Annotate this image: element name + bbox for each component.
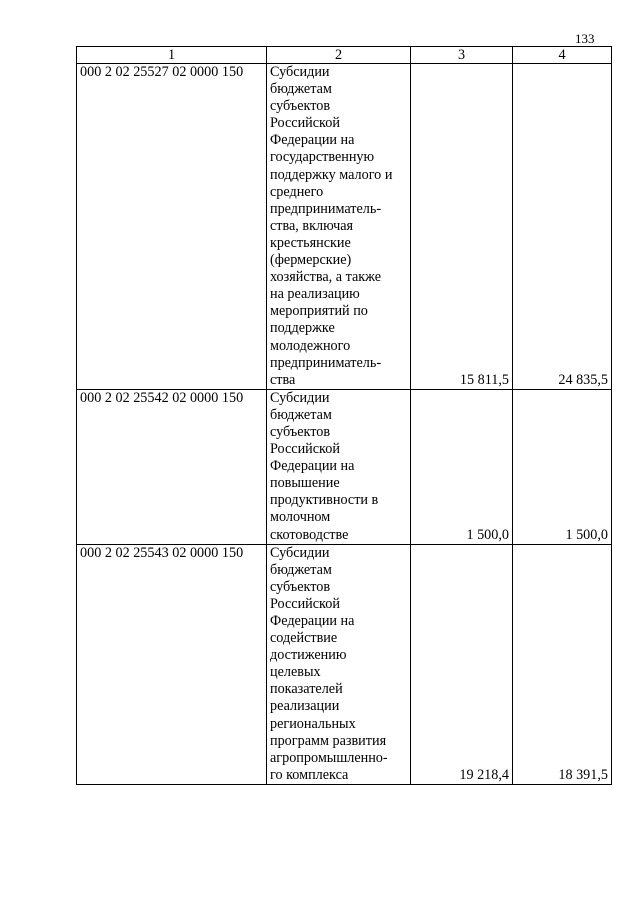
amount-col3-cell: 15 811,5 bbox=[411, 64, 513, 390]
column-header-3: 3 bbox=[411, 47, 513, 64]
description-line: программ развития bbox=[270, 732, 387, 749]
description-line: Российской bbox=[270, 595, 340, 612]
description-line: Субсидии bbox=[270, 64, 330, 80]
description-line: субъектов bbox=[270, 423, 331, 440]
description-line: Федерации на bbox=[270, 132, 355, 149]
description-line: предприниматель- bbox=[270, 354, 382, 371]
description-line: бюджетам bbox=[270, 81, 332, 98]
description-line: (фермерские) bbox=[270, 252, 352, 269]
table-row bbox=[77, 64, 612, 390]
amount-col3-cell: 1 500,0 bbox=[411, 389, 513, 544]
column-header-4: 4 bbox=[513, 47, 612, 64]
description-line: молодежного bbox=[270, 337, 351, 354]
budget-code-cell: 000 2 02 25542 02 0000 150 bbox=[77, 389, 267, 544]
description-cell bbox=[267, 389, 411, 544]
description-line: Субсидии bbox=[270, 544, 330, 561]
description-line: среднего bbox=[270, 183, 324, 200]
column-header-2: 2 bbox=[267, 47, 411, 64]
description-line: бюджетам bbox=[270, 561, 332, 578]
description-line: поддержку малого и bbox=[270, 166, 393, 183]
description-line: на реализацию bbox=[270, 286, 360, 303]
description-line: мероприятий по bbox=[270, 303, 368, 320]
description-line: содействие bbox=[270, 630, 338, 647]
description-line: Российской bbox=[270, 115, 340, 132]
description-line: продуктивности в bbox=[270, 492, 379, 509]
table-row bbox=[77, 389, 612, 544]
description-cell bbox=[267, 64, 411, 390]
description-line: Субсидии bbox=[270, 389, 330, 406]
description-line: целевых bbox=[270, 664, 321, 681]
description-line: достижению bbox=[270, 647, 347, 664]
budget-table bbox=[76, 46, 612, 785]
description-line: Федерации на bbox=[270, 613, 355, 629]
amount-col4-cell: 24 835,5 bbox=[513, 64, 612, 390]
description-line: хозяйства, а также bbox=[270, 269, 382, 286]
page-number: 133 bbox=[575, 31, 595, 46]
description-line: ства, включая bbox=[270, 217, 354, 234]
description-line: государственную bbox=[270, 149, 375, 166]
description-line: молочном bbox=[270, 509, 331, 526]
description-line: субъектов bbox=[270, 578, 331, 595]
amount-col4-cell: 18 391,5 bbox=[513, 544, 612, 784]
amount-col4-cell: 1 500,0 bbox=[513, 389, 612, 544]
description-line: предприниматель- bbox=[270, 200, 382, 217]
table-header-row bbox=[77, 47, 612, 64]
description-line: бюджетам bbox=[270, 406, 332, 423]
amount-col3-cell: 19 218,4 bbox=[411, 544, 513, 784]
description-cell bbox=[267, 544, 411, 784]
description-line: агропромышленно- bbox=[270, 749, 388, 766]
budget-code-cell: 000 2 02 25527 02 0000 150 bbox=[77, 64, 267, 390]
table-row bbox=[77, 544, 612, 784]
description-line: показателей bbox=[270, 681, 343, 698]
description-line: повышение bbox=[270, 475, 340, 492]
description-line: региональных bbox=[270, 715, 356, 732]
table-body bbox=[77, 64, 612, 785]
description-line: субъектов bbox=[270, 98, 331, 115]
description-line: крестьянские bbox=[270, 234, 351, 251]
description-line: поддержке bbox=[270, 320, 335, 337]
budget-code-cell: 000 2 02 25543 02 0000 150 bbox=[77, 544, 267, 784]
description-line: Федерации на bbox=[270, 458, 355, 475]
description-line: ства bbox=[270, 371, 296, 388]
description-line: скотоводстве bbox=[270, 526, 349, 543]
description-line: Российской bbox=[270, 441, 340, 458]
description-line: реализации bbox=[270, 698, 340, 715]
description-line: го комплекса bbox=[270, 766, 349, 783]
column-header-1: 1 bbox=[77, 47, 267, 64]
